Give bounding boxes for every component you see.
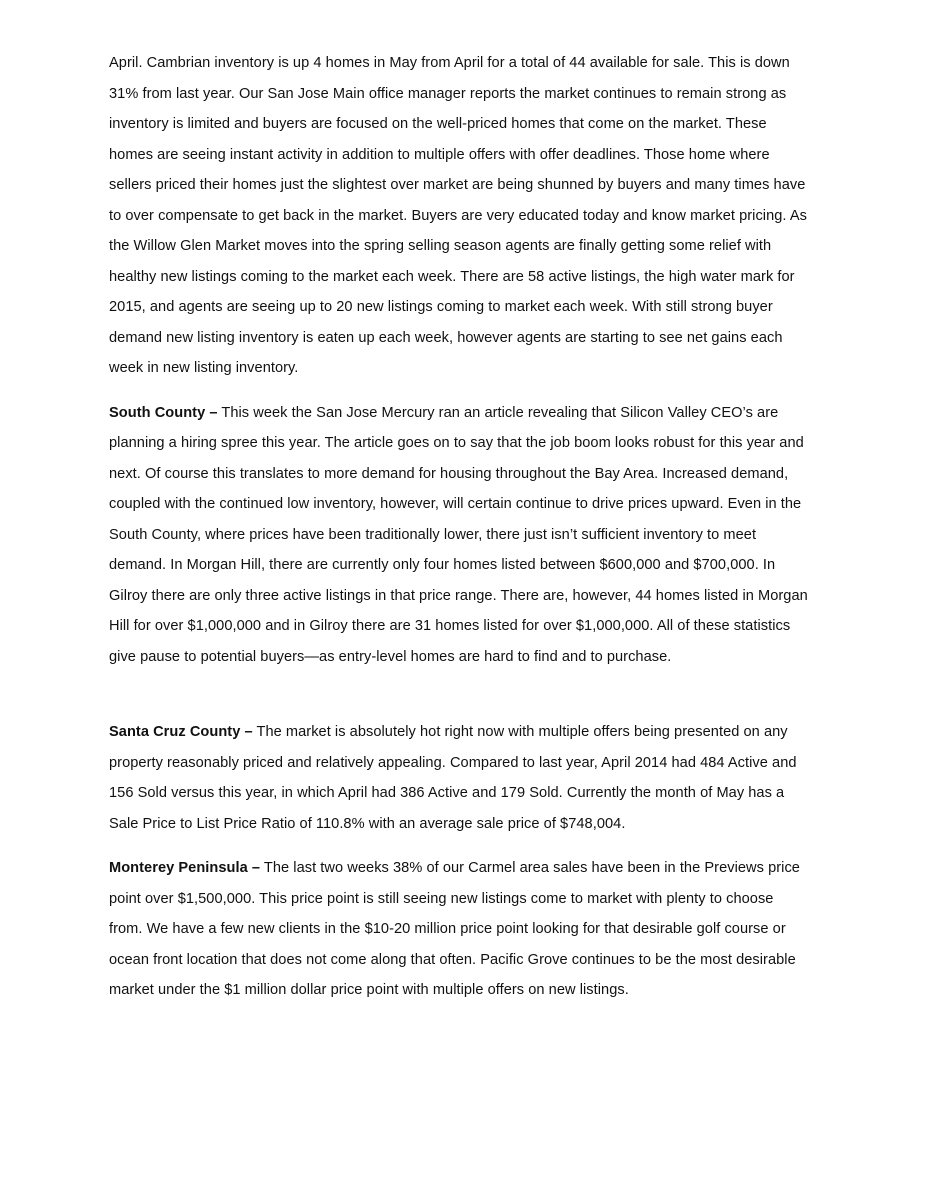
paragraph-text: The last two weeks 38% of our Carmel area sales have been in the Previews price point over $1,500,000. This price point is still seeing new listings come to market with plenty to choose from. We have a few new clients in the $10-20 million price point looking for that desirable golf course or ocean front location that does not come along that often. Pacific Grove continues to be the most desirable market under the $1 million dollar price point with multiple offers on new listings. xyxy=(109,860,800,998)
paragraph-monterey-peninsula xyxy=(109,853,809,1006)
section-heading-south-county: South County – xyxy=(109,404,218,421)
document-page xyxy=(109,48,809,1006)
paragraph-text: This week the San Jose Mercury ran an article revealing that Silicon Valley CEO’s are planning a hiring spree this year. The article goes on to say that the job boom looks robust for this year and next. Of course this translates to more demand for housing throughout the Bay Area. Increased demand, coupled with the continued low inventory, however, will certain continue to drive prices upward. Even in the South County, where prices have been traditionally lower, there just isn’t sufficient inventory to meet demand. In Morgan Hill, there are currently only four homes listed between $600,000 and $700,000. In Gilroy there are only three active listings in that price range. There are, however, 44 homes listed in Morgan Hill for over $1,000,000 and in Gilroy there are 31 homes listed for over $1,000,000. All of these statistics give pause to potential buyers—as entry-level homes are hard to find and to purchase. xyxy=(109,404,808,665)
paragraph-santa-cruz-county xyxy=(109,717,809,839)
paragraph-willow-glen-cambrian xyxy=(109,48,809,384)
paragraph-south-county xyxy=(109,398,809,673)
paragraph-text: April. Cambrian inventory is up 4 homes in May from April for a total of 44 available for sale. This is down 31% from last year. Our San Jose Main office manager reports the market continues to remain strong as inventory is limited and buyers are focused on the well-priced homes that come on the market. These homes are seeing instant activity in addition to multiple offers with offer deadlines. Those home where sellers priced their homes just the slightest over market are being shunned by buyers and many times have to over compensate to get back in the market. Buyers are very educated today and know market pricing. As the Willow Glen Market moves into the spring selling season agents are finally getting some relief with healthy new listings coming to the market each week. There are 58 active listings, the high water mark for 2015, and agents are seeing up to 20 new listings coming to market each week. With still strong buyer demand new listing inventory is eaten up each week, however agents are starting to see net gains each week in new listing inventory. xyxy=(109,55,807,376)
paragraph-text: The market is absolutely hot right now with multiple offers being presented on any property reasonably priced and relatively appealing. Compared to last year, April 2014 had 484 Active and 156 Sold versus this year, in which April had 386 Active and 179 Sold. Currently the month of May has a Sale Price to List Price Ratio of 110.8% with an average sale price of $748,004. xyxy=(109,724,797,832)
section-heading-monterey-peninsula: Monterey Peninsula – xyxy=(109,860,261,876)
section-heading-santa-cruz-county: Santa Cruz County – xyxy=(109,724,253,740)
